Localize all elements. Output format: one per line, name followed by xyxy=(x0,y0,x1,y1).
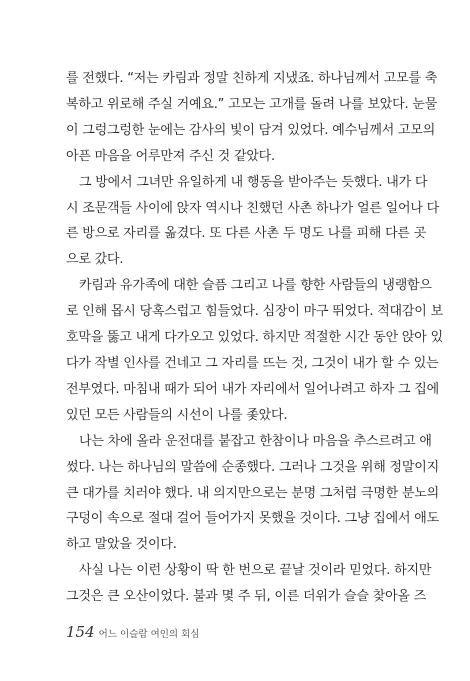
paragraph xyxy=(66,429,439,559)
text-line: 복하고 위로해 주실 거예요.” 고모는 고개를 돌려 나를 보았다. 눈물 xyxy=(66,96,438,112)
page-footer xyxy=(66,623,199,641)
text-line: 그것은 큰 오산이었다. 불과 몇 주 뒤, 이른 더위가 슬슬 찾아올 즈 xyxy=(66,589,427,605)
page-number: 154 xyxy=(66,623,95,641)
paragraph xyxy=(66,66,438,170)
text-line: 이 그렁그렁한 눈에는 감사의 빛이 담겨 있었다. 예수님께서 고모의 xyxy=(66,122,436,138)
text-line: 를 전했다. “저는 카림과 정말 친하게 지냈죠. 하나님께서 고모를 축 xyxy=(66,71,438,86)
text-line: 하고 말았을 것이다. xyxy=(66,537,177,553)
text-line: 그 방에서 그녀만 유일하게 내 행동을 받아주는 듯했다. 내가 다 xyxy=(79,174,428,190)
paragraph xyxy=(66,558,432,610)
text-line: 른 방으로 자리를 옮겼다. 또 다른 사촌 두 명도 나를 피해 다른 곳 xyxy=(66,226,427,242)
paragraph xyxy=(66,170,439,274)
running-title: 어느 이슬람 여인의 회심 xyxy=(98,629,200,640)
text-line: 시 조문객들 사이에 앉자 역시나 친했던 사촌 하나가 얼른 일어나 다 xyxy=(66,200,439,216)
text-line: 구덩이 속으로 절대 걸어 들어가지 못했을 것이다. 그냥 집에서 애도 xyxy=(66,511,439,527)
text-line: 큰 대가를 치러야 했다. 내 의지만으로는 분명 그처럼 극명한 분노의 xyxy=(66,485,439,501)
text-line: 전부였다. 마침내 때가 되어 내가 자리에서 일어나려고 하자 그 집에 xyxy=(66,381,439,397)
text-line: 썼다. 나는 하나님의 말씀에 순종했다. 그러나 그것을 위해 정말이지 xyxy=(66,459,439,475)
text-line: 카림과 유가족에 대한 슬픔 그리고 나를 향한 사람들의 냉랭함으 xyxy=(79,278,432,294)
paragraph xyxy=(66,273,443,428)
text-line: 로 인해 몹시 당혹스럽고 힘들었다. 심장이 마구 뛰었다. 적대감이 보 xyxy=(66,304,443,320)
text-line: 있던 모든 사람들의 시선이 나를 좇았다. xyxy=(66,407,288,423)
body-text xyxy=(66,66,443,610)
text-line: 다가 작별 인사를 건네고 그 자리를 뜨는 것, 그것이 내가 할 수 있는 xyxy=(66,355,439,371)
text-line: 아픈 마음을 어루만져 주신 것 같았다. xyxy=(66,148,275,164)
text-line: 나는 차에 올라 운전대를 붙잡고 한참이나 마음을 추스르려고 애 xyxy=(79,433,432,449)
text-line: 사실 나는 이런 상황이 딱 한 번으로 끝날 것이라 믿었다. 하지만 xyxy=(79,563,432,579)
text-line: 호막을 뚫고 내게 다가오고 있었다. 하지만 적절한 시간 동안 앉아 있 xyxy=(66,330,443,346)
text-line: 으로 갔다. xyxy=(66,252,124,268)
